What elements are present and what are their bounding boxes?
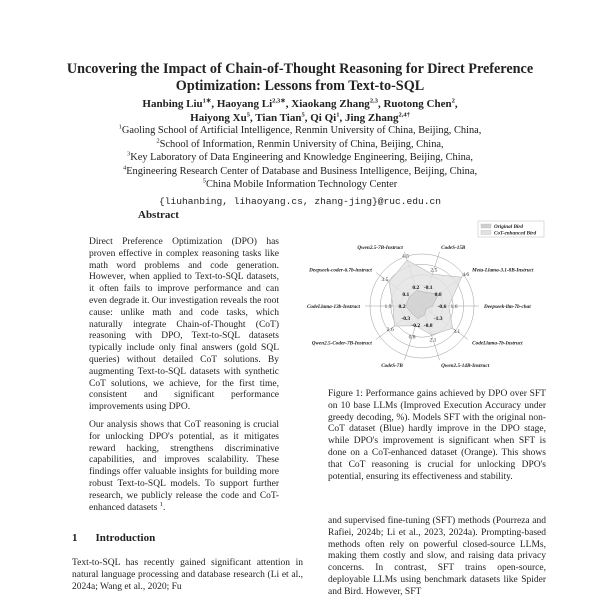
author-affiliation-mark: 1∗ bbox=[202, 97, 212, 105]
data-label: 0.8 bbox=[408, 334, 416, 341]
axis-label: Qwen2.5-Coder-7B-Instruct bbox=[311, 340, 372, 347]
introduction-text: Text-to-SQL has recently gained significant attention in natural language processing and database research (Li et al., 2024a; Wang et al., 2020; Fu bbox=[72, 558, 303, 592]
author-affiliation-mark: 1 bbox=[336, 111, 340, 119]
figure-caption: Figure 1: Performance gains achieved by DPO over SFT on 10 base LLMs (Improved Execution Accuracy under greedy decoding, %). Models SFT with the original non-CoT dataset (Blue) hardly improve in the DPO stage, while DPO's improvement is significant when SFT is done on a CoT-enhanced dataset (Orange). This shows that CoT reasoning is crucial for unlocking DPO's potential, ensuring its effectiveness and stability. bbox=[328, 389, 546, 482]
affiliation-line: $^2$School of Information, Renmin University of China, Beijing, China, bbox=[156, 137, 444, 150]
data-label: 0.1 bbox=[402, 292, 410, 299]
affiliation-mark: 4 bbox=[122, 164, 127, 172]
data-label: 4.6 bbox=[462, 272, 470, 279]
legend-label: Original Bird bbox=[494, 224, 523, 230]
author-name: Qi Qi$^1$ bbox=[310, 111, 340, 124]
axis-label: CodeS-15B bbox=[441, 245, 466, 252]
affiliation-mark: 2 bbox=[156, 137, 160, 145]
abstract-paragraph-2-text: Our analysis shows that CoT reasoning is crucial for unlocking DPO's potential, as it mitigates reward hacking, strengthens discriminative capabilities, and improves scalability. These findings offer valuable insights for building more robust Text-to-SQL models. To support further research, we publicly release the code and CoT-enhanced datasets bbox=[89, 419, 279, 513]
author-name: Tian Tian$^5$ bbox=[255, 111, 305, 124]
affiliation-line: $^3$Key Laboratory of Data Engineering and Knowledge Engineering, Beijing, China, bbox=[126, 150, 474, 164]
data-label: 0.2 bbox=[398, 304, 406, 310]
section-title: Introduction bbox=[95, 532, 156, 544]
section-number: 1 bbox=[72, 532, 78, 544]
footnote-mark[interactable]: 1 bbox=[159, 500, 163, 508]
legend-swatch bbox=[481, 231, 491, 235]
data-label: -0.2 bbox=[411, 323, 421, 330]
legend-swatch bbox=[481, 224, 491, 228]
affiliation-mark: 1 bbox=[118, 123, 122, 131]
data-label: 4.5 bbox=[402, 253, 410, 260]
section-heading-introduction bbox=[72, 532, 173, 544]
author-name: Jing Zhang$^{2,4\dagger}$ bbox=[344, 111, 410, 124]
axis-label: CodeS-7B bbox=[381, 362, 403, 369]
affiliation-line: $^1$Gaoling School of Artificial Intelligence, Renmin University of China, Beijing, China, bbox=[118, 123, 482, 136]
author-name: Ruotong Chen$^2$ bbox=[383, 97, 455, 110]
axis-label: CodeLlama-13b-Instruct bbox=[306, 304, 360, 310]
data-label: 1.6 bbox=[450, 304, 458, 310]
paper-title: Uncovering the Impact of Chain-of-Thought Reasoning for Direct Preference Optimization: Lessons from Text-to-SQL bbox=[66, 61, 534, 94]
abstract-paragraph-2: Our analysis shows that CoT reasoning is crucial for unlocking DPO's potential, as it mitigates reward hacking, strengthens discriminative capabilities, and improves scalability. These findings offer valuable insights for building more robust Text-to-SQL models. To support further research, we publicly release the code and CoT-enhanced datasets $^1$. bbox=[89, 419, 279, 513]
data-label: 3.5 bbox=[381, 277, 389, 284]
abstract-heading: Abstract bbox=[138, 209, 179, 221]
data-label: 3.1 bbox=[453, 329, 461, 336]
affiliations bbox=[40, 124, 560, 192]
data-label: 0.2 bbox=[412, 284, 420, 291]
data-label: 0.8 bbox=[434, 292, 442, 299]
author-affiliation-mark: 5 bbox=[301, 111, 305, 119]
data-label: 2.5 bbox=[430, 267, 438, 274]
data-label: -0.1 bbox=[423, 284, 433, 291]
data-label: -0.6 bbox=[437, 304, 447, 310]
affiliation-line: $^4$Engineering Research Center of Database and Business Intelligence, Beijing, China, bbox=[122, 164, 478, 177]
data-label: -0.3 bbox=[401, 315, 411, 322]
author-affiliation-mark: 5 bbox=[246, 111, 250, 119]
legend-label: CoT-enhanced Bird bbox=[494, 230, 537, 237]
axis-label: Qwen2.5-14B-Instruct bbox=[441, 362, 490, 369]
author-list: Hanbing Liu$^{1∗}$, Haoyang $Li^{2,3∗}$, Xiaokang Zhang$^{2,3}$, Ruotong Chen$^2$, Haiyong Xu$^5$, Tian Tian$^5$, Qi Qi$^1$, Jing Zhang$^{2,4\dagger}$ bbox=[142, 97, 458, 124]
abstract bbox=[89, 237, 279, 520]
radar-chart bbox=[300, 220, 550, 382]
data-label: 1.9 bbox=[384, 304, 392, 310]
data-label: -1.3 bbox=[433, 315, 443, 322]
affiliation-line: $^5$China Mobile Information Technology Center bbox=[202, 177, 398, 191]
abstract-paragraph-1: Direct Preference Optimization (DPO) has proven effective in complex reasoning tasks like math word problems and code generation. However, when applied to Text-to-SQL datasets, it often fails to improve performance and can even degrade it. Our investigation reveals the root cause: unlike math and code tasks, which naturally integrate Chain-of-Thought (CoT) reasoning with DPO, Text-to-SQL datasets typically include only final answers (gold SQL queries) without detailed CoT solutions. By augmenting Text-to-SQL datasets with synthetic CoT solutions, we achieve, for the first time, consistent and significant performance improvements using DPO. bbox=[89, 237, 279, 413]
data-label: 2.6 bbox=[386, 327, 394, 334]
author-name: Haiyong Xu$^5$ bbox=[190, 111, 250, 124]
author-affiliation-mark: 2,3∗ bbox=[272, 97, 286, 105]
author-name: Haoyang $Li^{2,3∗}$ bbox=[216, 97, 286, 110]
affiliation-mark: 5 bbox=[202, 177, 206, 185]
axis-label: Meta-Llama-3.1-8B-Instruct bbox=[472, 267, 534, 274]
author-name: Hanbing Liu$^{1∗}$ bbox=[142, 97, 212, 110]
author-affiliation-mark: 2 bbox=[451, 97, 455, 105]
axis-label: Deepseek-llm-7b-chat bbox=[484, 304, 531, 310]
author-affiliation-mark: 2,4† bbox=[398, 111, 410, 119]
author-emails: {liuhanbing, lihaoyang.cs, zhang-jing}@ruc.edu.cn bbox=[158, 196, 442, 207]
data-label: -0.8 bbox=[423, 323, 433, 330]
axis-label: Qwen2.5-7B-Instruct bbox=[357, 245, 403, 252]
axis-label: CodeLlama-7b-Instruct bbox=[472, 340, 523, 347]
author-affiliation-mark: 2,3 bbox=[369, 97, 378, 105]
axis-label: Deepseek-coder-6.7b-instruct bbox=[309, 267, 372, 274]
body-text-right: and supervised fine-tuning (SFT) methods (Pourreza and Rafiei, 2024b; Li et al., 2023, 2024a). Prompting-based methods often rely on powerful closed-source LLMs, making them costly and slow, and raising data privacy concerns. In contrast, SFT trains open-source, deployable LLMs using benchmark datasets like Spider and Bird. However, SFT bbox=[328, 516, 546, 597]
affiliation-mark: 3 bbox=[126, 150, 131, 158]
author-name: Xiaokang Zhang$^{2,3}$ bbox=[291, 97, 378, 110]
data-label: 2.1 bbox=[429, 337, 437, 344]
